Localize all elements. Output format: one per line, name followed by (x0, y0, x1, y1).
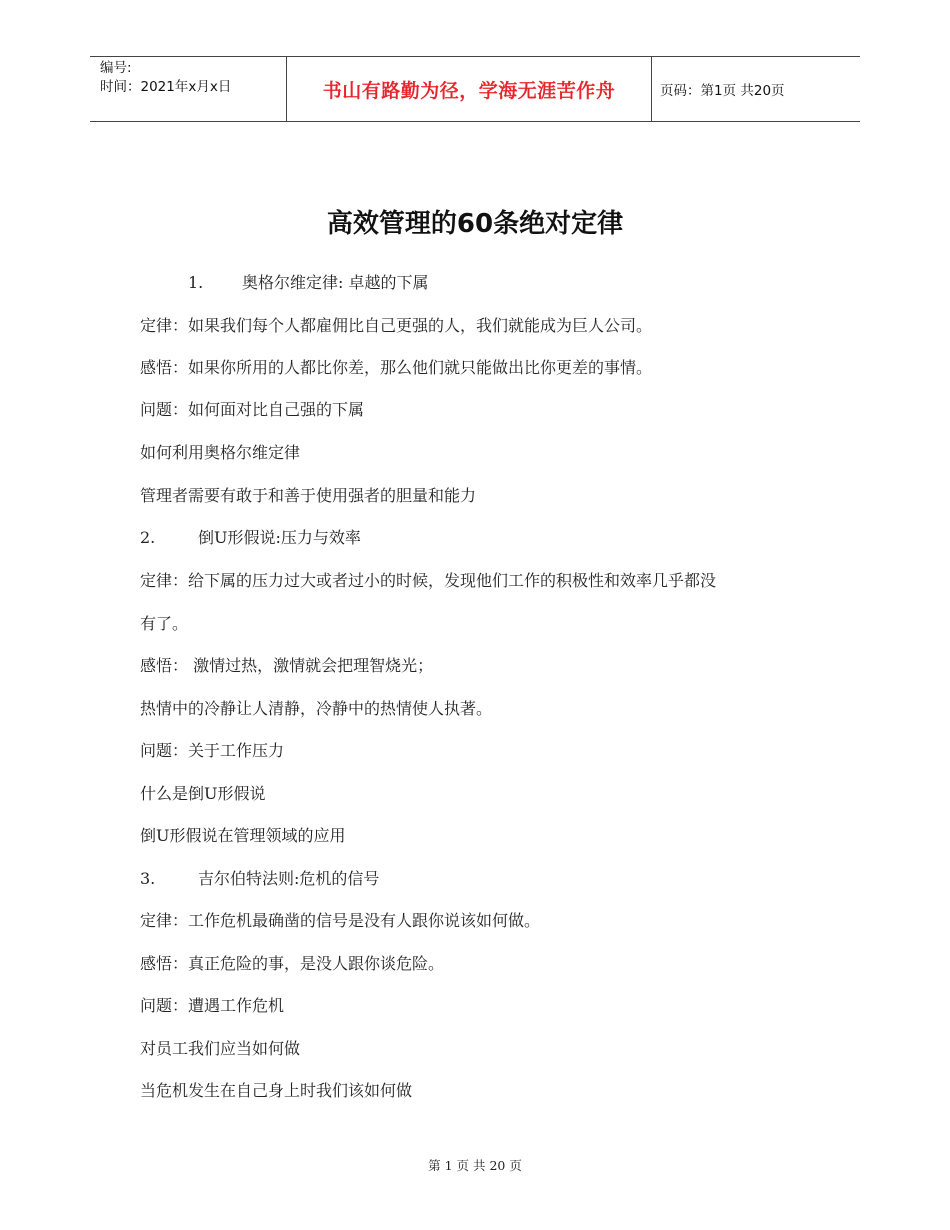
header-time-label: 时间：2021年x月x日 (100, 79, 232, 95)
body-line: 倒U形假说在管理领域的应用 (140, 826, 346, 845)
document-title: 高效管理的60条绝对定律 (326, 209, 624, 239)
heading-line (140, 869, 379, 889)
header-meta (90, 57, 286, 121)
body-line: 问题：关于工作压力 (140, 741, 285, 760)
body-line: 问题：如何面对比自己强的下属 (140, 400, 365, 419)
body-line: 定律：工作危机最确凿的信号是没有人跟你说该如何做。 (140, 911, 541, 930)
heading-text: 吉尔伯特法则:危机的信号 (198, 869, 380, 888)
body-line: 感悟：如果你所用的人都比你差，那么他们就只能做出比你更差的事情。 (140, 358, 653, 377)
heading-number: 2. (140, 528, 156, 547)
heading-text: 奥格尔维定律: 卓越的下属 (242, 273, 429, 292)
header-number-label: 编号: (100, 60, 132, 76)
body-line: 有了。 (140, 614, 189, 633)
heading-number: 3. (140, 869, 156, 888)
body-line: 感悟： 激情过热，激情就会把理智烧光； (140, 656, 434, 675)
body-line: 当危机发生在自己身上时我们该如何做 (140, 1081, 413, 1100)
heading-number: 1. (188, 273, 204, 292)
body-line: 感悟：真正危险的事，是没人跟你谈危险。 (140, 954, 445, 973)
body-line: 管理者需要有敢于和善于使用强者的胆量和能力 (140, 486, 477, 505)
body-line: 如何利用奥格尔维定律 (140, 443, 301, 462)
heading-line (188, 273, 428, 293)
body-line: 对员工我们应当如何做 (140, 1039, 301, 1058)
body-line: 热情中的冷静让人清静，冷静中的热情使人执著。 (140, 699, 493, 718)
header-page-info: 页码：第1页 共20页 (660, 83, 785, 99)
body-line: 问题：遭遇工作危机 (140, 996, 285, 1015)
heading-line (140, 528, 361, 548)
body-line: 定律：给下属的压力过大或者过小的时候，发现他们工作的积极性和效率几乎都没 (140, 571, 717, 590)
heading-text: 倒U形假说:压力与效率 (198, 528, 361, 547)
page-header (90, 56, 860, 122)
header-motto: 书山有路勤为径，学海无涯苦作舟 (286, 57, 652, 121)
page-footer: 第 1 页 共 20 页 (428, 1158, 522, 1173)
body-line: 定律：如果我们每个人都雇佣比自己更强的人，我们就能成为巨人公司。 (140, 316, 653, 335)
body-line: 什么是倒U形假说 (140, 784, 266, 803)
